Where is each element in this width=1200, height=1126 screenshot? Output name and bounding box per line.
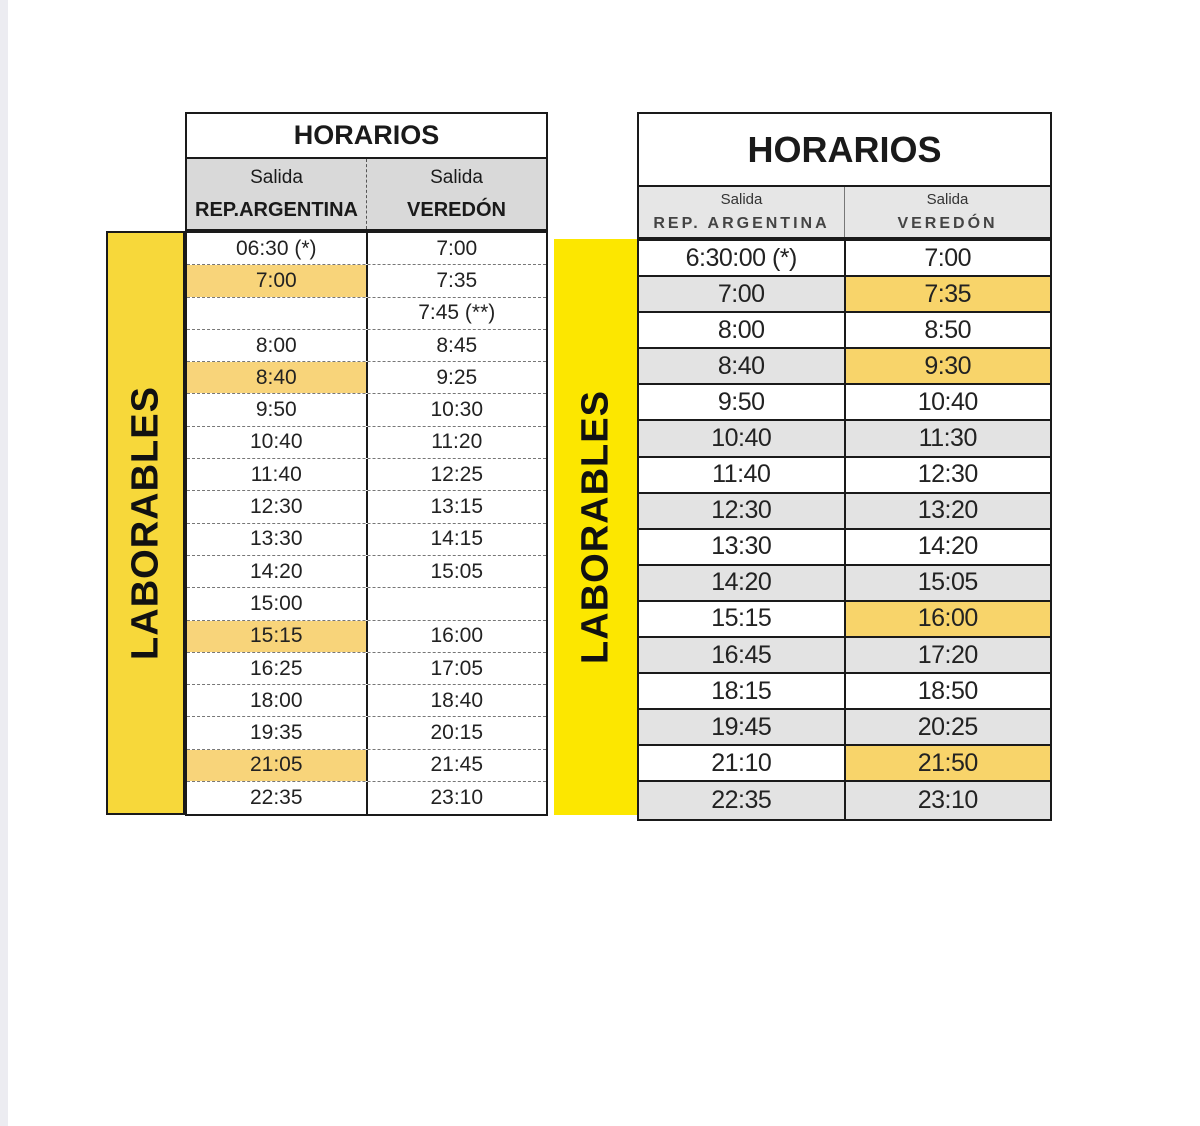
table-title: HORARIOS	[637, 112, 1052, 187]
table-row	[187, 298, 546, 330]
header-veredon	[367, 159, 546, 229]
departure-rep-argentina: 7:00	[187, 265, 368, 296]
table-row	[187, 685, 546, 717]
departure-rep-argentina: 16:45	[639, 638, 846, 672]
departure-veredon: 21:45	[430, 753, 484, 777]
departure-veredon: 18:50	[917, 676, 978, 705]
departure-veredon: 9:30	[846, 349, 1051, 383]
header-salida-label: Salida	[430, 167, 483, 188]
departure-rep-argentina: 15:15	[639, 602, 846, 636]
departure-veredon	[368, 588, 547, 619]
table-row	[639, 566, 1050, 602]
table-row	[187, 588, 546, 620]
departure-veredon: 7:00	[436, 236, 478, 260]
departure-veredon: 10:30	[430, 398, 484, 422]
departure-rep-argentina: 19:45	[639, 710, 846, 744]
table-row	[187, 330, 546, 362]
departure-veredon: 7:00	[924, 243, 972, 272]
departure-rep-argentina: 13:30	[639, 530, 846, 564]
side-label-text: LABORABLES	[124, 386, 166, 660]
departure-rep-argentina: 18:00	[187, 685, 368, 716]
header-rep-argentina	[187, 159, 367, 229]
header-salida-label: Salida	[720, 191, 763, 208]
table-row	[187, 782, 546, 814]
table-header	[185, 159, 548, 231]
departure-veredon: 17:20	[917, 640, 978, 669]
table-row	[187, 653, 546, 685]
departure-rep-argentina: 06:30 (*)	[187, 233, 368, 264]
departure-veredon: 17:05	[430, 656, 484, 680]
departure-rep-argentina: 13:30	[187, 524, 368, 555]
departure-veredon: 16:00	[430, 624, 484, 648]
departure-veredon: 23:10	[430, 786, 484, 810]
departure-veredon: 12:30	[917, 460, 978, 489]
table-row	[639, 313, 1050, 349]
departure-rep-argentina: 8:00	[187, 330, 368, 361]
table-row	[639, 638, 1050, 674]
table-row	[639, 602, 1050, 638]
side-label-laborables	[106, 231, 185, 815]
departure-rep-argentina: 11:40	[187, 459, 368, 490]
table-row	[187, 459, 546, 491]
table-row	[639, 710, 1050, 746]
table-row	[639, 241, 1050, 277]
departure-rep-argentina: 8:00	[639, 313, 846, 347]
departure-rep-argentina: 8:40	[639, 349, 846, 383]
header-origin-label: REP.ARGENTINA	[195, 199, 358, 221]
departure-rep-argentina: 18:15	[639, 674, 846, 708]
departure-veredon: 15:05	[917, 568, 978, 597]
header-origin-label: VEREDÓN	[897, 215, 998, 232]
departure-rep-argentina: 9:50	[187, 394, 368, 425]
page-edge	[0, 0, 8, 1126]
table-row	[639, 385, 1050, 421]
table-body	[185, 231, 548, 816]
departure-rep-argentina	[187, 298, 368, 329]
table-row	[639, 782, 1050, 818]
departure-veredon: 7:35	[846, 277, 1051, 311]
table-row	[639, 277, 1050, 313]
table-row	[187, 621, 546, 653]
departure-rep-argentina: 6:30:00 (*)	[639, 241, 846, 275]
departure-rep-argentina: 16:25	[187, 653, 368, 684]
header-salida-label: Salida	[926, 191, 969, 208]
departure-veredon: 14:15	[430, 527, 484, 551]
departure-veredon: 8:50	[924, 315, 972, 344]
departure-rep-argentina: 11:40	[639, 458, 846, 492]
departure-veredon: 23:10	[917, 785, 978, 814]
table-row	[187, 491, 546, 523]
departure-rep-argentina: 9:50	[639, 385, 846, 419]
table-row	[187, 362, 546, 394]
departure-rep-argentina: 22:35	[639, 782, 846, 818]
departure-veredon: 11:30	[918, 424, 977, 453]
departure-rep-argentina: 12:30	[639, 494, 846, 528]
departure-veredon: 20:25	[917, 712, 978, 741]
header-salida-label: Salida	[250, 167, 303, 188]
departure-veredon: 7:35	[436, 268, 478, 292]
departure-veredon: 20:15	[430, 721, 484, 745]
table-row	[639, 421, 1050, 457]
departure-rep-argentina: 21:05	[187, 750, 368, 781]
table-row	[639, 530, 1050, 566]
departure-veredon: 10:40	[917, 387, 978, 416]
departure-rep-argentina: 14:20	[639, 566, 846, 600]
table-row	[639, 349, 1050, 385]
table-row	[639, 494, 1050, 530]
table-row	[187, 394, 546, 426]
departure-rep-argentina: 7:00	[639, 277, 846, 311]
departure-veredon: 18:40	[430, 688, 484, 712]
departure-rep-argentina: 12:30	[187, 491, 368, 522]
departure-rep-argentina: 8:40	[187, 362, 368, 393]
table-row	[187, 750, 546, 782]
table-row	[639, 674, 1050, 710]
table-row	[187, 265, 546, 297]
table-body	[637, 239, 1052, 821]
departure-rep-argentina: 10:40	[639, 421, 846, 455]
header-origin-label: VEREDÓN	[407, 199, 506, 221]
header-rep-argentina	[639, 187, 845, 237]
header-origin-label: REP. ARGENTINA	[653, 215, 830, 232]
departure-rep-argentina: 15:15	[187, 621, 368, 652]
table-row	[187, 233, 546, 265]
table-row	[187, 717, 546, 749]
side-label-text: LABORABLES	[574, 390, 616, 664]
table-row	[187, 427, 546, 459]
departure-rep-argentina: 22:35	[187, 782, 368, 814]
table-title: HORARIOS	[185, 112, 548, 159]
table-row	[187, 524, 546, 556]
departure-rep-argentina: 19:35	[187, 717, 368, 748]
table-row	[187, 556, 546, 588]
departure-veredon: 11:20	[431, 430, 483, 454]
side-label-laborables	[554, 239, 637, 815]
departure-veredon: 7:45 (**)	[418, 301, 496, 325]
departure-rep-argentina: 14:20	[187, 556, 368, 587]
table-header	[637, 187, 1052, 239]
departure-rep-argentina: 21:10	[639, 746, 846, 780]
header-veredon	[845, 187, 1050, 237]
table-row	[639, 458, 1050, 494]
table-row	[639, 746, 1050, 782]
departure-veredon: 15:05	[430, 559, 484, 583]
departure-veredon: 8:45	[436, 333, 478, 357]
departure-veredon: 21:50	[846, 746, 1051, 780]
departure-veredon: 13:20	[917, 496, 978, 525]
departure-veredon: 12:25	[430, 462, 484, 486]
departure-veredon: 16:00	[846, 602, 1051, 636]
departure-veredon: 13:15	[430, 495, 484, 519]
departure-veredon: 14:20	[917, 532, 978, 561]
departure-rep-argentina: 10:40	[187, 427, 368, 458]
departure-veredon: 9:25	[436, 365, 478, 389]
departure-rep-argentina: 15:00	[187, 588, 368, 619]
